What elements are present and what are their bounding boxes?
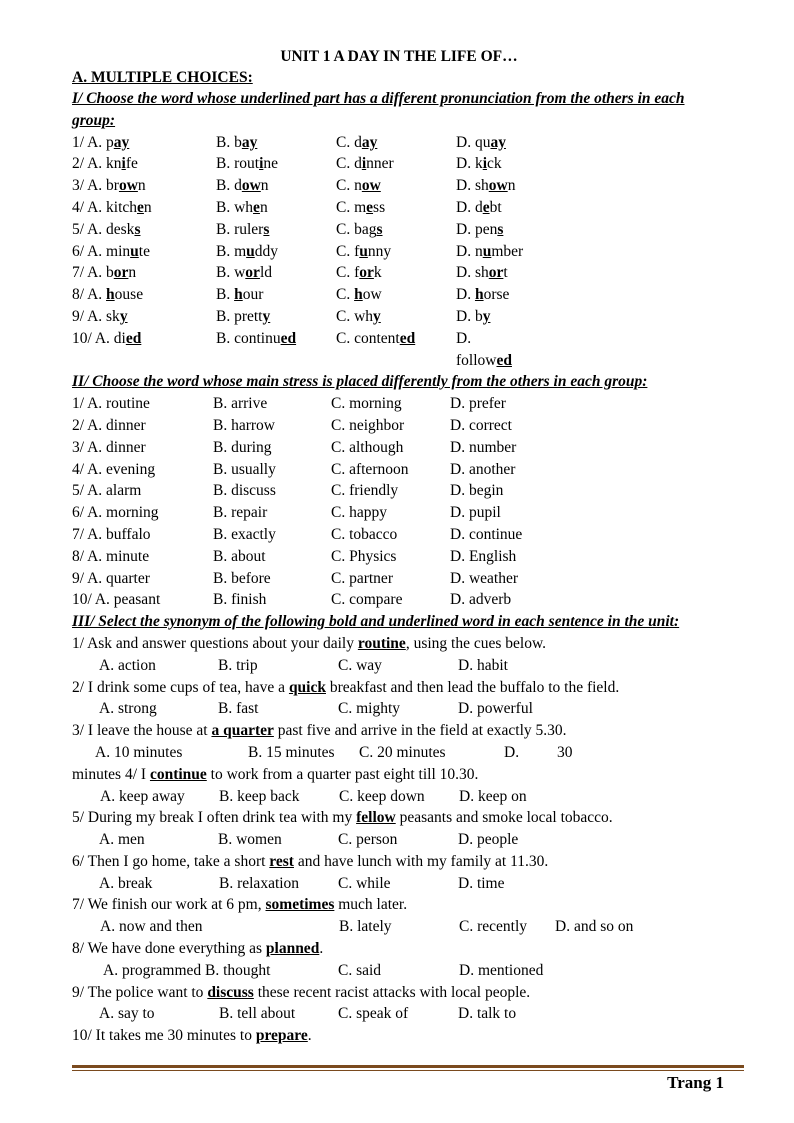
option: C. funny [336, 242, 392, 260]
question-q5: 5/ During my break I often drink tea with my fellow peasants and smoke local tobacco. [72, 809, 613, 827]
part2-list [72, 393, 722, 611]
option: B. rulers [216, 220, 270, 238]
option: C. while [338, 874, 391, 892]
option: D. weather [450, 569, 518, 587]
option: C. person [338, 831, 398, 849]
option: D. mentioned [459, 961, 544, 979]
option: B. keep back [219, 787, 300, 805]
key-word: rest [269, 852, 294, 870]
option: C. speak of [338, 1005, 409, 1023]
option: D. prefer [450, 395, 506, 413]
option: A. break [99, 874, 153, 892]
option: A. programmed B. thought [103, 961, 271, 979]
option: C. way [338, 656, 382, 674]
part1-instruction: I/ Choose the word whose underlined part has a different pronunciation from the others in each group: [72, 90, 685, 129]
question-q7: 7/ We finish our work at 6 pm, sometimes much later. [72, 896, 408, 914]
option: D. time [458, 874, 505, 892]
option: 4/ A. kitchen [72, 198, 152, 216]
part2-item [72, 546, 722, 568]
option: D. keep on [459, 787, 527, 805]
option: D. adverb [450, 591, 512, 609]
option: 6/ A. minute [72, 242, 150, 260]
option: A. 10 minutes [95, 743, 183, 761]
option: C. neighbor [331, 416, 405, 434]
option: C. mighty [338, 700, 401, 718]
option: B. when [216, 198, 268, 216]
option: A. now and then [100, 918, 203, 936]
part2-item [72, 568, 722, 590]
option: A. men [99, 831, 145, 849]
option: D. shown [456, 177, 516, 195]
question-q1: 1/ Ask and answer questions about your daily routine, using the cues below. [72, 634, 547, 652]
part2-item [72, 524, 722, 546]
footer-divider-thin [72, 1070, 744, 1071]
question-q2: 2/ I drink some cups of tea, have a quick breakfast and then lead the buffalo to the field. [72, 678, 620, 696]
key-word: sometimes [265, 896, 335, 914]
option: D. pupil [450, 504, 501, 522]
option: D. [504, 743, 520, 761]
option: A. say to [99, 1005, 155, 1023]
answer-options [72, 1003, 722, 1025]
option: B. before [213, 569, 271, 587]
page-title: UNIT 1 A DAY IN THE LIFE OF… [280, 48, 518, 65]
part1-item [72, 262, 722, 284]
part1-item [72, 175, 722, 197]
option: D. by [456, 307, 491, 325]
option: 1/ A. pay [72, 133, 130, 151]
answer-options [72, 698, 722, 720]
option: B. arrive [213, 395, 268, 413]
option: C. keep down [339, 787, 425, 805]
footer-divider [72, 1065, 744, 1068]
option: C. happy [331, 504, 387, 522]
option: B. fast [218, 700, 259, 718]
question-q3: 3/ I leave the house at a quarter past five and arrive in the field at exactly 5.30. [72, 722, 567, 740]
option: A. strong [99, 700, 157, 718]
key-word: a quarter [211, 722, 274, 740]
part1-item10-wrap: followed [456, 351, 512, 369]
part1-item [72, 153, 722, 175]
option: 2/ A. knife [72, 155, 138, 173]
key-word: planned [265, 940, 320, 958]
option: B. repair [213, 504, 268, 522]
option: C. said [338, 961, 382, 979]
answer-options [72, 960, 722, 982]
option: D. kick [456, 155, 502, 173]
key-word: discuss [207, 983, 254, 1001]
option: C. mess [336, 198, 386, 216]
option: D. powerful [458, 700, 533, 718]
question-q8: 8/ We have done everything as planned. [72, 940, 324, 958]
part3-instruction: III/ Select the synonym of the following bold and underlined word in each sentence in the unit: [72, 613, 680, 631]
option: B. about [213, 547, 266, 565]
option: A. keep away [100, 787, 185, 805]
option: D. English [450, 547, 517, 565]
key-word: quick [288, 678, 326, 696]
option: C. tobacco [331, 525, 398, 543]
option: 5/ A. desks [72, 220, 141, 238]
option: 6/ A. morning [72, 504, 159, 522]
option: C. now [336, 177, 381, 195]
option: C. contented [336, 329, 416, 347]
option: C. compare [331, 591, 403, 609]
option: C. why [336, 307, 381, 325]
option: B. usually [213, 460, 276, 478]
option: D. number [450, 438, 517, 456]
answer-options [72, 829, 722, 851]
option: B. harrow [213, 416, 275, 434]
part2-item [72, 393, 722, 415]
option: 8/ A. minute [72, 547, 150, 565]
key-word: continue [149, 765, 207, 783]
option: 9/ A. quarter [72, 569, 150, 587]
option: 1/ A. routine [72, 395, 150, 413]
option: B. routine [216, 155, 279, 173]
option: 3/ A. brown [72, 177, 146, 195]
part2-item [72, 589, 722, 611]
part1-list [72, 132, 722, 350]
key-word: prepare [255, 1027, 308, 1045]
option: D. talk to [458, 1005, 517, 1023]
answer-options [72, 655, 722, 677]
option: B. bay [216, 133, 258, 151]
option: B. discuss [213, 482, 276, 500]
question-q6: 6/ Then I go home, take a short rest and have lunch with my family at 11.30. [72, 852, 549, 870]
question-q4: minutes 4/ I continue to work from a quarter past eight till 10.30. [72, 765, 479, 783]
part1-item [72, 328, 722, 350]
option: D. number [456, 242, 524, 260]
option: C. fork [336, 264, 382, 282]
part1-item [72, 284, 722, 306]
option: D. continue [450, 525, 523, 543]
option: D. and so on [555, 918, 634, 936]
option: B. 15 minutes [248, 743, 335, 761]
option: B. tell about [219, 1005, 296, 1023]
option: 5/ A. alarm [72, 482, 142, 500]
option: 10/ A. died [72, 329, 142, 347]
part2-item [72, 502, 722, 524]
option: D. correct [450, 416, 512, 434]
part1-item [72, 197, 722, 219]
part1-item [72, 132, 722, 154]
option: D. quay [456, 133, 506, 151]
answer-options [72, 916, 722, 938]
option: B. during [213, 438, 272, 456]
option: D. begin [450, 482, 504, 500]
part2-item [72, 437, 722, 459]
option: B. down [216, 177, 269, 195]
option: C. Physics [331, 547, 397, 565]
option: B. world [216, 264, 272, 282]
option: C. day [336, 133, 378, 151]
option: 2/ A. dinner [72, 416, 146, 434]
part1-item [72, 306, 722, 328]
option: C. friendly [331, 482, 399, 500]
option: 10/ A. peasant [72, 591, 161, 609]
option: C. 20 minutes [359, 743, 446, 761]
option: B. muddy [216, 242, 279, 260]
option: C. afternoon [331, 460, 409, 478]
option: B. hour [216, 286, 264, 304]
question-q9: 9/ The police want to discuss these recent racist attacks with local people. [72, 983, 531, 1001]
option: C. partner [331, 569, 393, 587]
part2-item [72, 459, 722, 481]
option: B. lately [339, 918, 392, 936]
answer-options [72, 742, 722, 764]
option: 7/ A. buffalo [72, 525, 151, 543]
option: D. short [456, 264, 508, 282]
option: D. pens [456, 220, 504, 238]
part1-item [72, 241, 722, 263]
option: D. habit [458, 656, 508, 674]
answer-options [72, 873, 722, 895]
option: C. recently [459, 918, 528, 936]
option: 9/ A. sky [72, 307, 128, 325]
option: B. continued [216, 329, 297, 347]
section-a-heading: A. MULTIPLE CHOICES: [72, 69, 253, 86]
option: D. people [458, 831, 519, 849]
option: 30 [557, 743, 573, 761]
option: D. [456, 329, 472, 347]
key-word: routine [357, 634, 406, 652]
option: D. horse [456, 286, 510, 304]
option: A. action [99, 656, 156, 674]
option: B. finish [213, 591, 267, 609]
worksheet-page [72, 47, 722, 1047]
option: 8/ A. house [72, 286, 144, 304]
option: 7/ A. born [72, 264, 137, 282]
option: D. another [450, 460, 516, 478]
part2-item [72, 480, 722, 502]
option: C. how [336, 286, 382, 304]
part2-item [72, 415, 722, 437]
page-number: Trang 1 [667, 1073, 724, 1092]
question-q10: 10/ It takes me 30 minutes to prepare. [72, 1027, 312, 1045]
key-word: fellow [356, 809, 396, 827]
option: B. trip [218, 656, 258, 674]
option: B. women [218, 831, 282, 849]
option: 3/ A. dinner [72, 438, 146, 456]
option: C. morning [331, 395, 402, 413]
option: B. exactly [213, 525, 276, 543]
part3-list [72, 633, 722, 1047]
option: 4/ A. evening [72, 460, 156, 478]
option: C. although [331, 438, 404, 456]
option: C. dinner [336, 155, 394, 173]
part2-instruction: II/ Choose the word whose main stress is placed differently from the others in each group: [72, 373, 648, 391]
answer-options [72, 786, 722, 808]
option: C. bags [336, 220, 383, 238]
option: B. relaxation [219, 874, 300, 892]
option: D. debt [456, 198, 502, 216]
option: B. pretty [216, 307, 271, 325]
part1-item [72, 219, 722, 241]
